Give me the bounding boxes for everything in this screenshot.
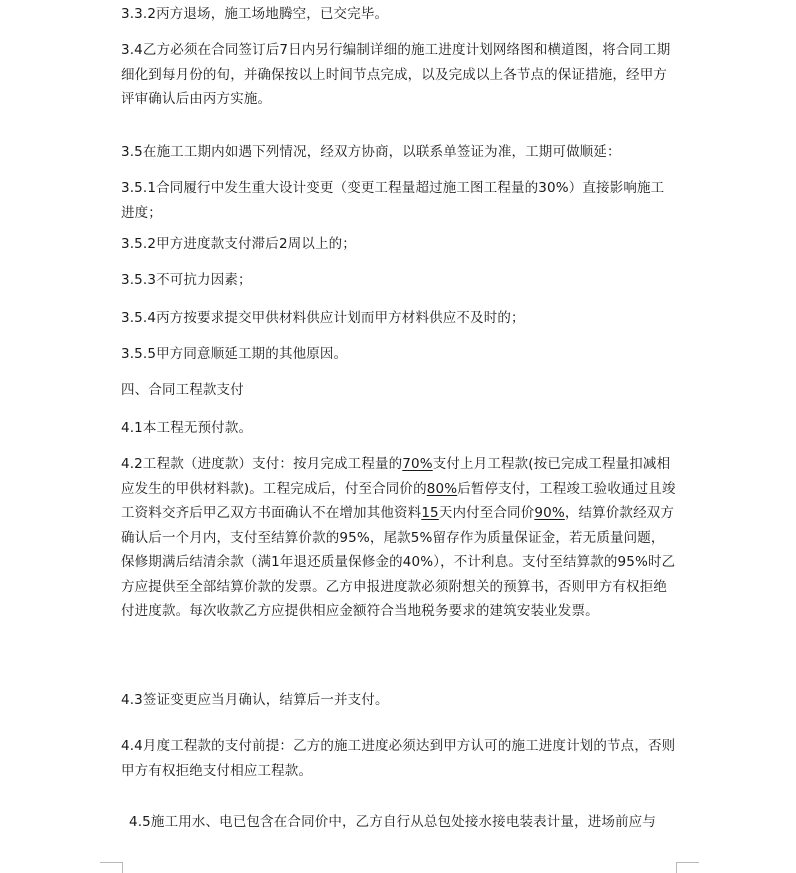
clause-3-5: 3.5在施工工期内如遇下列情况，经双方协商，以联系单签证为准，工期可做顺延：	[121, 144, 621, 160]
clause-3-5-1: 3.5.1合同履行中发生重大设计变更（变更工程量超过施工图工程量的30%）直接影响施工进度；	[121, 180, 665, 221]
clause-4-2-text-1: 4.2工程款（进度款）支付：按月完成工程量的	[121, 456, 403, 472]
clause-4-5: 4.5施工用水、电已包含在合同价中，乙方自行从总包处接水接电装表计量，进场前应与	[129, 814, 656, 830]
clause-4-2-text-5: ，结算价款经双方确认后一个月内，支付至结算价款的95%，尾款5%留存作为质量保证金，若无质量问题，保修期满后结清余款（满1年退还质量保修金的40%），不计利息。支付至结算款的95%时乙方应提供至全部结算价款的发票。乙方申报进度款必须附想关的预算书，否则甲方有权拒绝付进度款。每次收款乙方应提供相应金额符合当地税务要求的建筑安装业发票。	[121, 505, 676, 619]
clause-4-2-text-2: 支付上月工程款(按已完成工程量扣减相应发生的甲供材料款)。工程完成后，付至合同价的	[121, 456, 671, 497]
clause-3-4: 3.4乙方必须在合同签订后7日内另行编制详细的施工进度计划网络图和横道图，将合同工期细化到每月份的旬，并确保按以上时间节点完成，以及完成以上各节点的保证措施，经甲方评审确认后由丙方实施。	[121, 42, 671, 107]
page-corner-mark-right	[676, 862, 699, 873]
clause-4-3: 4.3签证变更应当月确认，结算后一并支付。	[121, 692, 389, 708]
completion-payment-percent: 80%	[426, 480, 458, 497]
progress-payment-percent: 70%	[402, 456, 433, 472]
clause-4-1: 4.1本工程无预付款。	[121, 420, 253, 436]
section-heading-4: 四、合同工程款支付	[121, 382, 244, 398]
clause-3-5-5: 3.5.5甲方同意顺延工期的其他原因。	[121, 346, 348, 362]
clause-4-2-text-4: 天内付至合同价	[438, 505, 535, 521]
clause-3-3-2: 3.3.2丙方退场，施工场地腾空，已交完毕。	[121, 6, 389, 22]
clause-4-2-text-3: 后暂停支付，工程竣工验收通过且竣工资料交齐后甲乙双方书面确认不在增加其他资料	[121, 480, 676, 521]
clause-4-2	[121, 452, 677, 624]
payment-days: 15	[421, 505, 439, 521]
clause-3-5-4: 3.5.4丙方按要求提交甲供材料供应计划而甲方材料供应不及时的；	[121, 310, 525, 326]
clause-4-4: 4.4月度工程款的支付前提：乙方的施工进度必须达到甲方认可的施工进度计划的节点，否则甲方有权拒绝支付相应工程款。	[121, 738, 676, 779]
clause-3-5-2: 3.5.2甲方进度款支付滞后2周以上的；	[121, 236, 356, 252]
clause-3-5-3: 3.5.3不可抗力因素；	[121, 272, 252, 288]
page-corner-mark-left	[100, 862, 123, 873]
acceptance-payment-percent: 90%	[534, 505, 565, 521]
